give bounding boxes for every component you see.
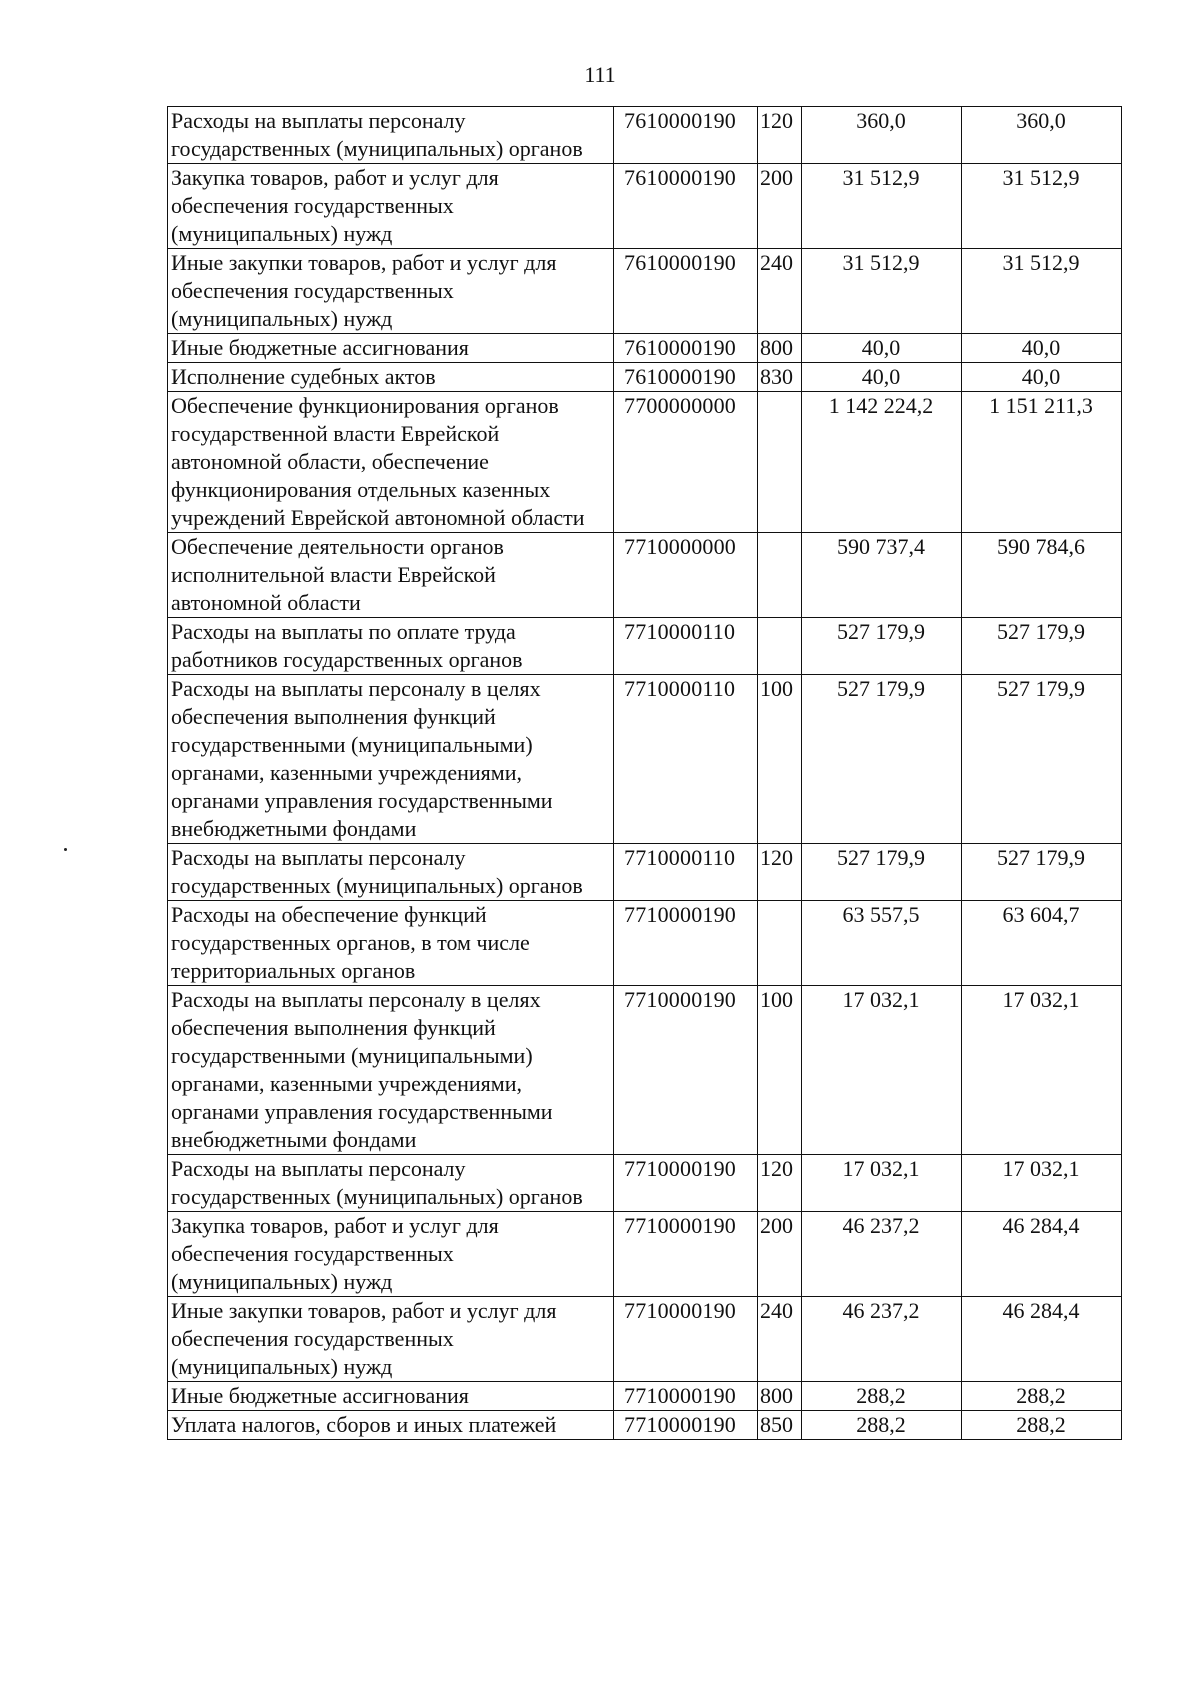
target-article-code-cell: 7710000190 (614, 901, 758, 986)
amount-year-1-cell: 527 179,9 (802, 618, 962, 675)
target-article-code-cell: 7710000190 (614, 1411, 758, 1440)
table-body (168, 107, 1122, 1440)
expense-type-code-cell: 240 (758, 249, 802, 334)
target-article-code-cell: 7710000190 (614, 1212, 758, 1297)
amount-year-2-cell: 527 179,9 (962, 675, 1122, 844)
expense-name-cell: Расходы на выплаты персоналу в целях обеспечения выполнения функций государственными (муниципальными) органами, казенными учреждениями, органами управления государственными внебюджетными фондами (168, 986, 614, 1155)
table-row (168, 363, 1122, 392)
amount-year-1-cell: 1 142 224,2 (802, 392, 962, 533)
amount-year-2-cell: 17 032,1 (962, 986, 1122, 1155)
target-article-code-cell: 7710000190 (614, 1297, 758, 1382)
expense-name-cell: Иные закупки товаров, работ и услуг для обеспечения государственных (муниципальных) нужд (168, 1297, 614, 1382)
expense-type-code-cell: 100 (758, 986, 802, 1155)
expense-name-cell: Обеспечение деятельности органов исполнительной власти Еврейской автономной области (168, 533, 614, 618)
amount-year-2-cell: 46 284,4 (962, 1297, 1122, 1382)
target-article-code-cell: 7610000190 (614, 249, 758, 334)
table-row (168, 986, 1122, 1155)
amount-year-2-cell: 40,0 (962, 363, 1122, 392)
table-row (168, 901, 1122, 986)
target-article-code-cell: 7710000110 (614, 844, 758, 901)
amount-year-2-cell: 46 284,4 (962, 1212, 1122, 1297)
target-article-code-cell: 7610000190 (614, 107, 758, 164)
amount-year-1-cell: 288,2 (802, 1382, 962, 1411)
amount-year-1-cell: 527 179,9 (802, 675, 962, 844)
amount-year-1-cell: 527 179,9 (802, 844, 962, 901)
amount-year-2-cell: 288,2 (962, 1382, 1122, 1411)
amount-year-2-cell: 590 784,6 (962, 533, 1122, 618)
table-row (168, 1297, 1122, 1382)
table-row (168, 392, 1122, 533)
expense-name-cell: Расходы на выплаты персоналу государственных (муниципальных) органов (168, 844, 614, 901)
expense-type-code-cell (758, 618, 802, 675)
expense-name-cell: Расходы на выплаты персоналу государственных (муниципальных) органов (168, 107, 614, 164)
amount-year-1-cell: 63 557,5 (802, 901, 962, 986)
scan-speck (64, 848, 67, 851)
amount-year-1-cell: 46 237,2 (802, 1212, 962, 1297)
target-article-code-cell: 7710000190 (614, 986, 758, 1155)
target-article-code-cell: 7710000110 (614, 675, 758, 844)
expense-type-code-cell: 200 (758, 1212, 802, 1297)
target-article-code-cell: 7610000190 (614, 334, 758, 363)
table-row (168, 1411, 1122, 1440)
expense-name-cell: Иные бюджетные ассигнования (168, 1382, 614, 1411)
expense-type-code-cell: 800 (758, 1382, 802, 1411)
expense-type-code-cell: 120 (758, 844, 802, 901)
amount-year-1-cell: 31 512,9 (802, 249, 962, 334)
amount-year-2-cell: 527 179,9 (962, 844, 1122, 901)
expense-name-cell: Закупка товаров, работ и услуг для обеспечения государственных (муниципальных) нужд (168, 164, 614, 249)
amount-year-1-cell: 360,0 (802, 107, 962, 164)
expense-name-cell: Иные закупки товаров, работ и услуг для обеспечения государственных (муниципальных) нужд (168, 249, 614, 334)
expense-name-cell: Обеспечение функционирования органов государственной власти Еврейской автономной области, обеспечение функционирования отдельных казенных учреждений Еврейской автономной области (168, 392, 614, 533)
target-article-code-cell: 7700000000 (614, 392, 758, 533)
target-article-code-cell: 7610000190 (614, 164, 758, 249)
amount-year-1-cell: 288,2 (802, 1411, 962, 1440)
amount-year-2-cell: 1 151 211,3 (962, 392, 1122, 533)
expense-name-cell: Иные бюджетные ассигнования (168, 334, 614, 363)
expense-type-code-cell: 800 (758, 334, 802, 363)
expense-type-code-cell (758, 533, 802, 618)
expense-name-cell: Исполнение судебных актов (168, 363, 614, 392)
expense-name-cell: Закупка товаров, работ и услуг для обеспечения государственных (муниципальных) нужд (168, 1212, 614, 1297)
table-row (168, 675, 1122, 844)
expense-type-code-cell (758, 392, 802, 533)
table-row (168, 844, 1122, 901)
expense-type-code-cell: 100 (758, 675, 802, 844)
table-row (168, 533, 1122, 618)
table-row (168, 164, 1122, 249)
amount-year-2-cell: 31 512,9 (962, 249, 1122, 334)
expense-name-cell: Расходы на выплаты по оплате труда работников государственных органов (168, 618, 614, 675)
amount-year-1-cell: 40,0 (802, 363, 962, 392)
amount-year-1-cell: 46 237,2 (802, 1297, 962, 1382)
table-row (168, 249, 1122, 334)
expense-type-code-cell (758, 901, 802, 986)
table-row (168, 1382, 1122, 1411)
expense-name-cell: Расходы на выплаты персоналу государственных (муниципальных) органов (168, 1155, 614, 1212)
target-article-code-cell: 7710000000 (614, 533, 758, 618)
amount-year-1-cell: 31 512,9 (802, 164, 962, 249)
target-article-code-cell: 7610000190 (614, 363, 758, 392)
target-article-code-cell: 7710000190 (614, 1155, 758, 1212)
expense-type-code-cell: 830 (758, 363, 802, 392)
amount-year-2-cell: 288,2 (962, 1411, 1122, 1440)
amount-year-2-cell: 527 179,9 (962, 618, 1122, 675)
amount-year-1-cell: 17 032,1 (802, 986, 962, 1155)
expense-name-cell: Расходы на выплаты персоналу в целях обеспечения выполнения функций государственными (муниципальными) органами, казенными учреждениями, органами управления государственными внебюджетными фондами (168, 675, 614, 844)
amount-year-2-cell: 17 032,1 (962, 1155, 1122, 1212)
amount-year-2-cell: 360,0 (962, 107, 1122, 164)
amount-year-1-cell: 590 737,4 (802, 533, 962, 618)
amount-year-2-cell: 40,0 (962, 334, 1122, 363)
expense-name-cell: Расходы на обеспечение функций государственных органов, в том числе территориальных органов (168, 901, 614, 986)
expense-type-code-cell: 120 (758, 1155, 802, 1212)
expense-type-code-cell: 240 (758, 1297, 802, 1382)
target-article-code-cell: 7710000190 (614, 1382, 758, 1411)
target-article-code-cell: 7710000110 (614, 618, 758, 675)
amount-year-2-cell: 31 512,9 (962, 164, 1122, 249)
table-row (168, 618, 1122, 675)
table-row (168, 107, 1122, 164)
amount-year-2-cell: 63 604,7 (962, 901, 1122, 986)
table-row (168, 334, 1122, 363)
amount-year-1-cell: 17 032,1 (802, 1155, 962, 1212)
expense-name-cell: Уплата налогов, сборов и иных платежей (168, 1411, 614, 1440)
expense-type-code-cell: 850 (758, 1411, 802, 1440)
amount-year-1-cell: 40,0 (802, 334, 962, 363)
budget-table (167, 106, 1122, 1440)
page-number: 111 (584, 62, 616, 87)
expense-type-code-cell: 200 (758, 164, 802, 249)
table-row (168, 1155, 1122, 1212)
expense-type-code-cell: 120 (758, 107, 802, 164)
table-row (168, 1212, 1122, 1297)
